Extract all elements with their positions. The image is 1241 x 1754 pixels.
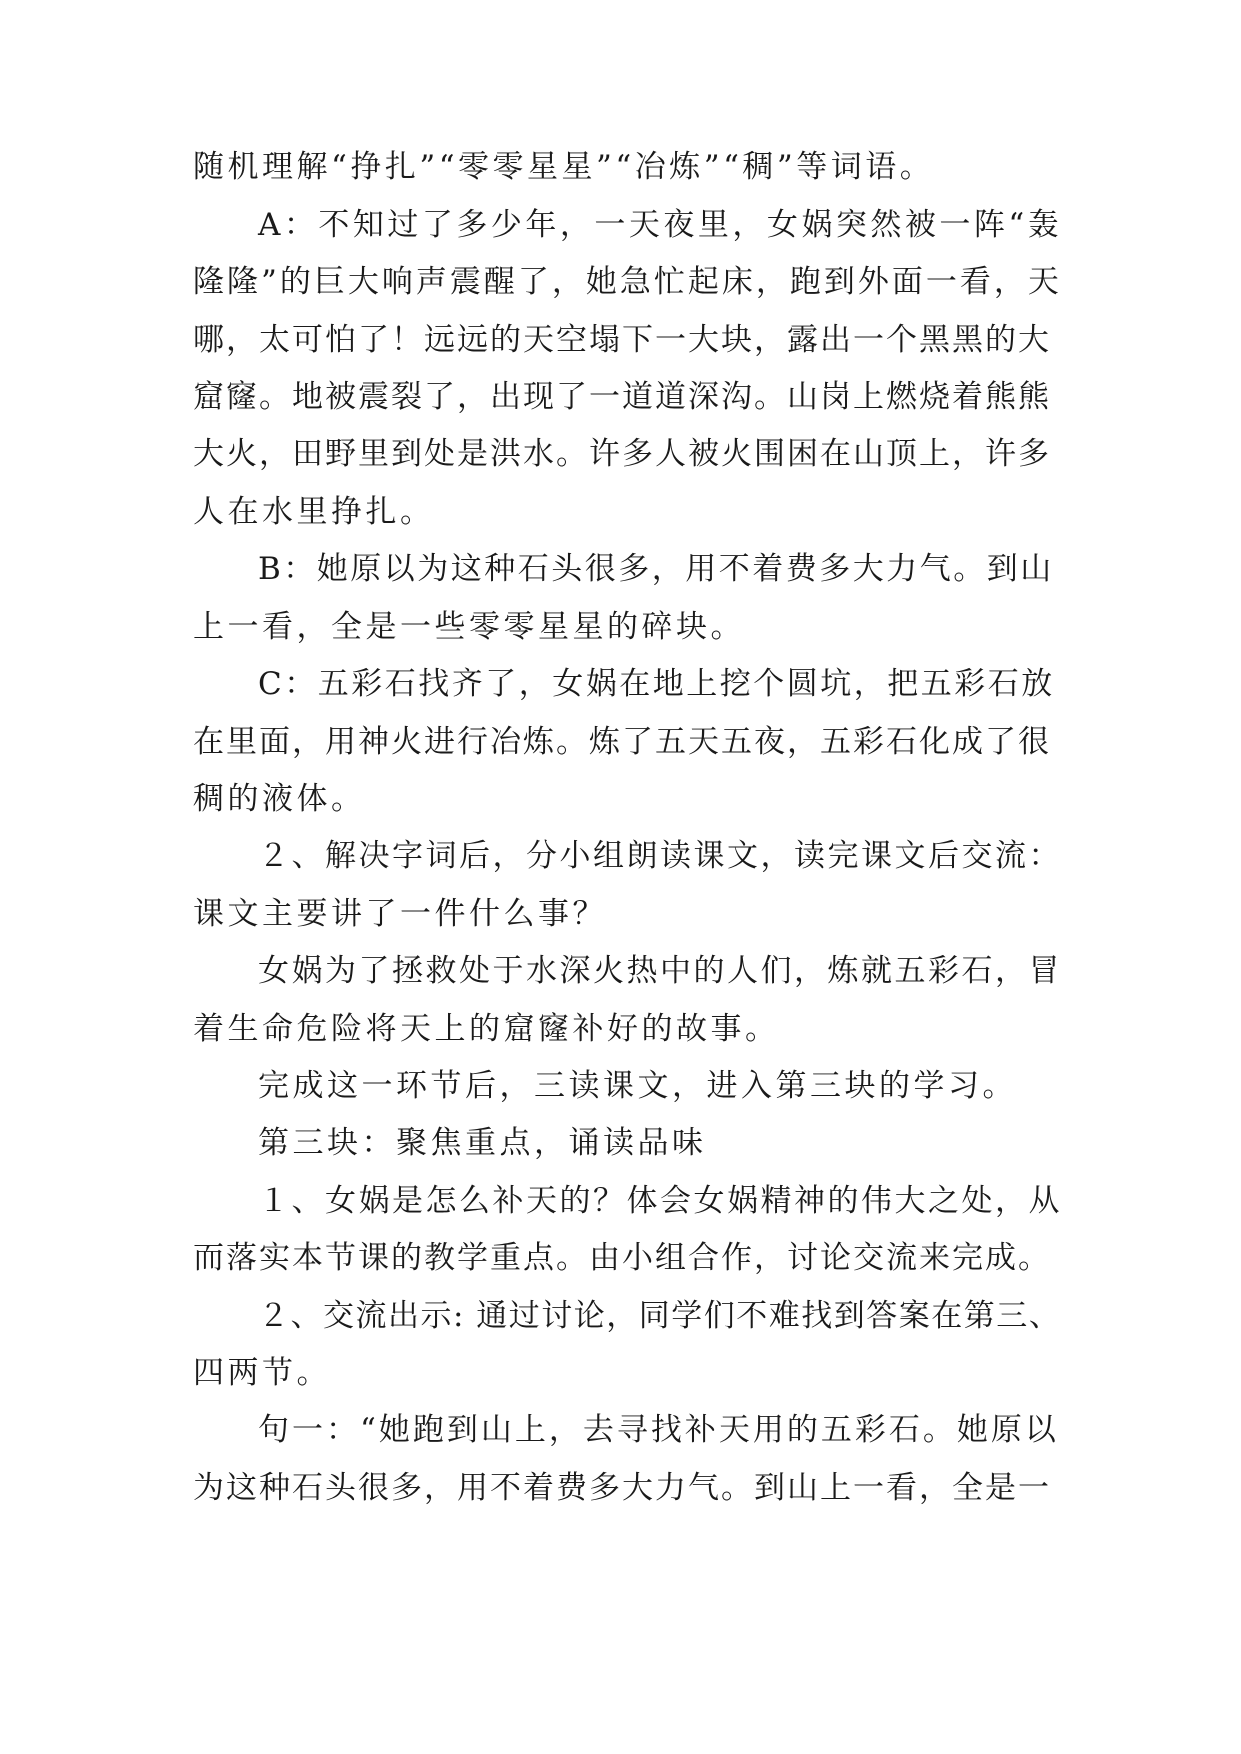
text-line: １、女娲是怎么补天的？体会女娲精神的伟大之处，从 bbox=[258, 1183, 1062, 1219]
section-heading: 第三块：聚焦重点，诵读品味 bbox=[258, 1125, 707, 1161]
text-line: C：五彩石找齐了，女娲在地上挖个圆坑，把五彩石放 bbox=[258, 666, 1055, 702]
text-line: 稠的液体。 bbox=[193, 781, 366, 817]
text-line: 窟窿。地被震裂了，出现了一道道深沟。山岗上燃烧着熊熊 bbox=[193, 379, 1051, 415]
text-line: 哪，太可怕了！远远的天空塌下一大块，露出一个黑黑的大 bbox=[193, 322, 1051, 358]
text-line: 完成这一环节后，三读课文，进入第三块的学习。 bbox=[258, 1068, 1017, 1104]
text-line: ２、交流出示: 通过讨论，同学们不难找到答案在第三、 bbox=[258, 1298, 1062, 1334]
text-line: 而落实本节课的教学重点。由小组合作，讨论交流来完成。 bbox=[193, 1240, 1051, 1276]
text-line: A：不知过了多少年，一天夜里，女娲突然被一阵“轰 bbox=[258, 207, 1063, 243]
text-line: B：她原以为这种石头很多，用不着费多大力气。到山 bbox=[258, 551, 1054, 587]
text-line: 为这种石头很多，用不着费多大力气。到山上一看，全是一 bbox=[193, 1470, 1051, 1506]
text-line: 课文主要讲了一件什么事？ bbox=[193, 896, 607, 932]
text-line: 大火，田野里到处是洪水。许多人被火围困在山顶上，许多 bbox=[193, 436, 1051, 472]
text-line: 随机理解“挣扎”“零零星星”“冶炼”“稠”等词语。 bbox=[193, 149, 935, 185]
text-line: 在里面，用神火进行冶炼。炼了五天五夜，五彩石化成了很 bbox=[193, 724, 1051, 760]
text-line: 上一看，全是一些零零星星的碎块。 bbox=[193, 609, 745, 645]
text-line: 女娲为了拯救处于水深火热中的人们，炼就五彩石，冒 bbox=[258, 953, 1062, 989]
text-line: 人在水里挣扎。 bbox=[193, 494, 435, 530]
text-line: 着生命危险将天上的窟窿补好的故事。 bbox=[193, 1011, 780, 1047]
text-line: 隆隆”的巨大响声震醒了，她急忙起床，跑到外面一看，天 bbox=[193, 264, 1062, 300]
text-line: 句一：“她跑到山上，去寻找补天用的五彩石。她原以 bbox=[258, 1412, 1059, 1448]
text-line: ２、解决字词后，分小组朗读课文，读完课文后交流： bbox=[258, 838, 1062, 874]
text-line: 四两节。 bbox=[193, 1355, 331, 1391]
